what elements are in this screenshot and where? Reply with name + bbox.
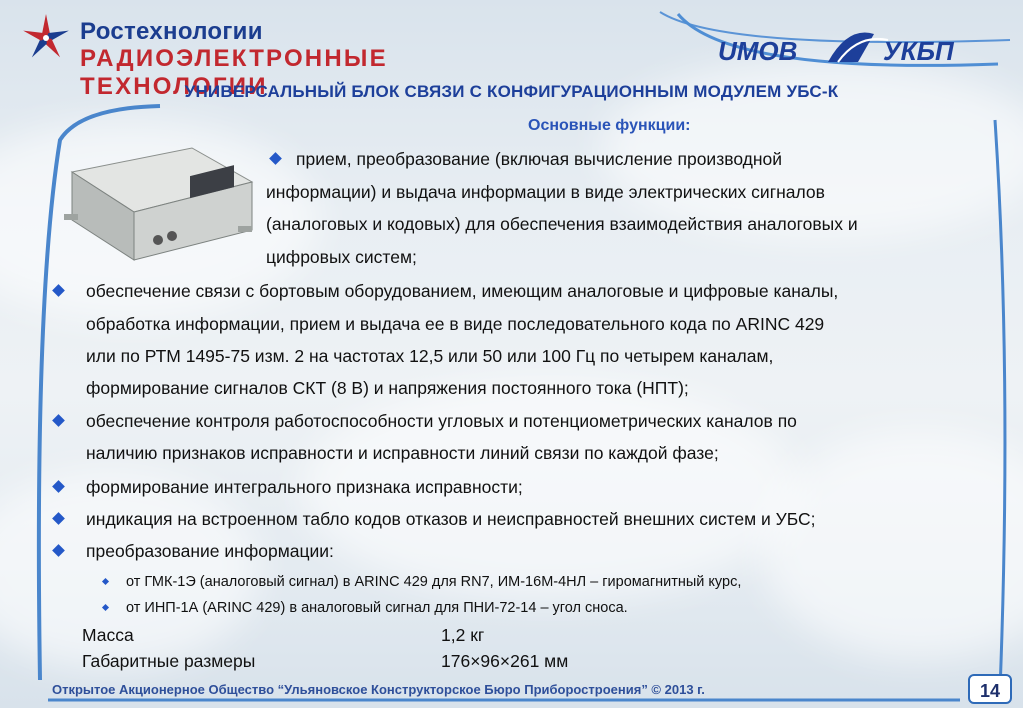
footer-text: Открытое Акционерное Общество “Ульяновское Конструкторское Бюро Приборостроения” © 2013 г. [52,682,705,697]
bullet1-line3: (аналоговых и кодовых) для обеспечения взаимодействия аналоговых и [266,214,858,234]
page-title: УНИВЕРСАЛЬНЫЙ БЛОК СВЯЗИ С КОНФИГУРАЦИОННЫМ МОДУЛЕМ УБС-К [184,82,839,101]
bullet5-text: индикация на встроенном табло кодов отказов и неисправностей внешних систем и УБС; [86,509,816,529]
rostech-logo [14,12,494,100]
star-icon [20,12,72,64]
logo-line1: Ростехнологии [80,18,263,45]
ukbp-logo [668,4,1013,84]
mass-value: 1,2 кг [441,625,485,645]
bullet1-line2: информации) и выдача информации в виде электрических сигналов [266,182,825,202]
bullet4-text: формирование интегрального признака исправности; [86,477,523,497]
section-subtitle: Основные функции: [528,117,691,134]
bullet2-line1: обеспечение связи с бортовым оборудованием, имеющим аналоговые и цифровые каналы, [86,281,839,301]
device-image [62,142,258,268]
bullet3-line2: наличию признаков исправности и исправности линий связи по каждой фазе; [86,443,719,463]
bullet2-line3: или по РТМ 1495-75 изм. 2 на частотах 12,5 или 50 или 100 Гц по четырем каналам, [86,346,774,366]
bullet-icon [52,414,65,427]
logo-line2: РАДИОЭЛЕКТРОННЫЕ ТЕХНОЛОГИИ [80,45,388,100]
logo-right-right-text: УКБП [883,36,954,66]
bullet2-line4: формирование сигналов СКТ (8 В) и напряжения постоянного тока (НПТ); [86,378,689,398]
bullet3-line1: обеспечение контроля работоспособности угловых и потенциометрических каналов по [86,411,797,431]
bullet2-line2: обработка информации, прием и выдача ее в виде последовательного кода по ARINC 429 [86,314,825,334]
dimensions-label: Габаритные размеры [82,651,256,671]
bullet1-line1: прием, преобразование (включая вычисление производной [296,149,783,169]
dimensions-value: 176×96×261 мм [441,651,569,671]
mass-label: Масса [82,625,134,645]
page-number: 14 [968,674,1012,704]
logo-right-left-text: UMOB [718,36,798,66]
bullet6-text: преобразование информации: [86,541,334,561]
sub-bullet1-text: от ГМК-1Э (аналоговый сигнал) в ARINC 429 для RN7, ИМ-16М-4НЛ – гиромагнитный курс, [126,574,742,590]
bullet1-line4: цифровых систем; [266,247,417,267]
sub-bullet2-text: от ИНП-1А (ARINC 429) в аналоговый сигнал для ПНИ-72-14 – угол сноса. [126,600,628,616]
